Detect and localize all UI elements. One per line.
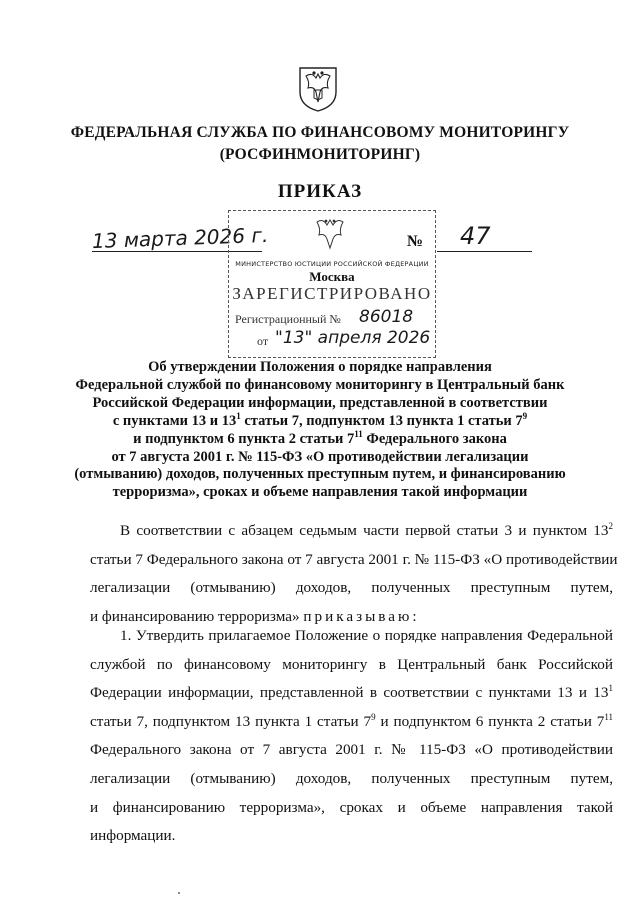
text-line: легализации (отмыванию) доходов, полученных преступным путем, [90,769,613,787]
registration-stamp [228,210,436,358]
agency-name: ФЕДЕРАЛЬНАЯ СЛУЖБА ПО ФИНАНСОВОМУ МОНИТОРИНГУ [70,124,570,141]
order-subject-heading [60,359,580,502]
subject-line: с пунктами 13 и $13^1$ статьи 7, подпунктом 13 пункта 1 статьи $7^9$ [112,410,528,429]
russian-coat-of-arms-emblem [292,62,344,114]
stamp-ministry-name: МИНИСТЕРСТВО ЮСТИЦИИ РОССИЙСКОЙ ФЕДЕРАЦИИ [235,260,429,268]
clause-1-paragraph [90,622,613,851]
order-date-handwritten: 13 марта 2026 г. [91,222,269,254]
document-type-title: ПРИКАЗ [277,181,363,202]
text-line: статьи 7 Федерального закона от 7 августа 2001 г. № 115-ФЗ «О противодействии [90,550,618,568]
subject-line: от 7 августа 2001 г. № 115-ФЗ «О противодействии легализации [111,448,529,465]
stamp-date-handwritten: "13" апреля 2026 [275,328,431,348]
scan-speck [178,892,180,894]
text-line: 1. Утвердить прилагаемое Положение о порядке направления Федеральной [120,627,613,644]
stamp-city: Москва [309,269,355,284]
subject-line: и подпунктом 6 пункта 2 статьи $7^{11}$ Федерального закона [133,428,507,447]
text-line: и финансированию терроризма», сроках и объеме направления такой [90,798,613,816]
text-line: информации. [90,827,176,845]
preamble-paragraph [90,517,618,631]
agency-short-name: (РОСФИНМОНИТОРИНГ) [219,146,421,163]
text-line: Федерации информации, представленной в соответствии с пунктами 13 и $13^1$ [90,683,613,702]
stamp-regno-label: Регистрационный № [235,312,341,326]
order-number-label: № [407,233,424,250]
subject-line: терроризма», сроках и объеме направления такой информации [112,484,528,501]
stamp-regno-handwritten: 86018 [359,307,414,327]
text-line: статьи 7, подпунктом 13 пункта 1 статьи $7^9$ и подпунктом 6 пункта 2 статьи $7^{11}$ [90,711,613,730]
stamp-status: ЗАРЕГИСТРИРОВАНО [232,284,432,303]
text-line: Федерального закона от 7 августа 2001 г. № 115-ФЗ «О противодействии [90,741,613,759]
number-underline [437,251,532,252]
order-number-handwritten: 47 [460,222,491,250]
text-line: и финансированию терроризма» приказываю: [90,607,420,625]
subject-line: Федеральной службой по финансовому мониторингу в Центральный банк [75,376,565,393]
stamp-date-prefix: от [257,334,269,348]
subject-line: Об утверждении Положения о порядке направления [148,359,492,375]
text-line: В соответствии с абзацем седьмым части первой статьи 3 и пунктом $13^2$ [120,521,613,539]
subject-line: Российской Федерации информации, представленной в соответствии [92,394,548,411]
stamp-coat-of-arms-icon [311,216,349,254]
text-line: службой по финансовому мониторингу в Центральный банк Российской [90,655,613,673]
text-line: легализации (отмыванию) доходов, полученных преступным путем, [90,579,613,597]
subject-line: (отмыванию) доходов, полученных преступным путем, и финансированию [74,466,566,483]
